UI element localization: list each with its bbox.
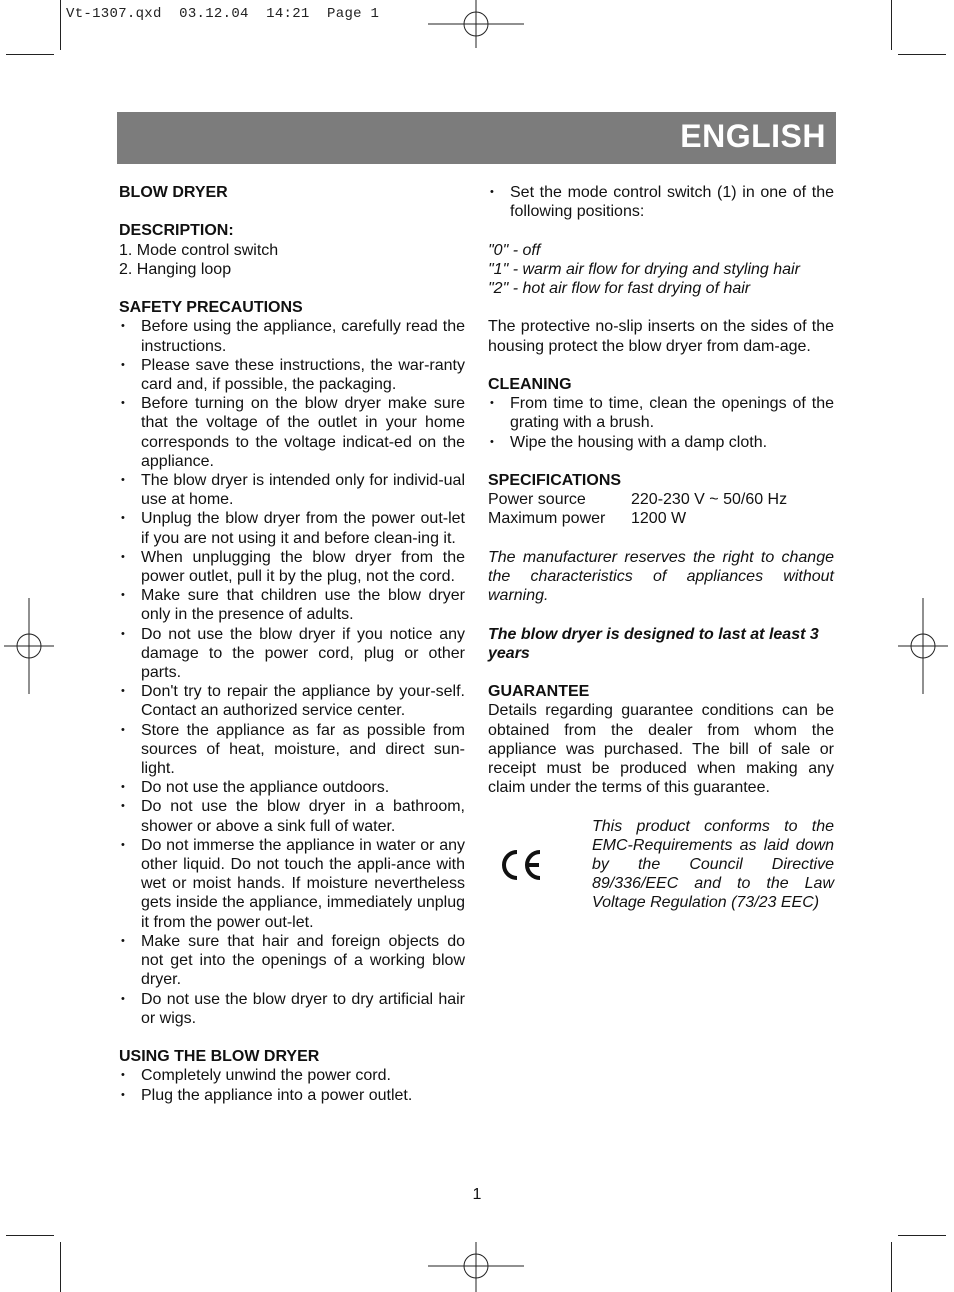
spec-row — [488, 509, 834, 528]
cleaning-list — [488, 394, 834, 452]
crop-mark — [6, 1235, 54, 1236]
list-item: • Make sure that hair and foreign objects do not get into the openings of a working blow dryer. — [119, 932, 465, 990]
banner-title: ENGLISH — [680, 118, 826, 154]
list-item: • Completely unwind the power cord. — [119, 1066, 465, 1085]
manufacturer-notice: The manufacturer reserves the right to change the characteristics of appliances without warning. — [488, 548, 834, 605]
cleaning-heading: CLEANING — [488, 375, 572, 393]
spec-label: Maximum power — [488, 510, 606, 528]
list-item: • Before turning on the blow dryer make sure that the voltage of the outlet in your home corresponds to the voltage indicat-ed on the appliance. — [119, 394, 465, 471]
spec-label: Power source — [488, 491, 586, 509]
list-item: • Please save these instructions, the war-ranty card and, if possible, the packaging. — [119, 356, 465, 394]
crop-mark — [60, 0, 61, 50]
file-slug: Vt-1307.qxd 03.12.04 14:21 Page 1 — [66, 6, 380, 22]
conformity-block — [488, 817, 834, 913]
description-item: 2. Hanging loop — [119, 260, 232, 278]
spec-value: 220-230 V ~ 50/60 Hz — [631, 491, 788, 509]
lifetime-notice: The blow dryer is designed to last at least 3 years — [488, 625, 819, 662]
list-item: • Do not immerse the appliance in water or any other liquid. Do not touch the appli-ance with wet or moist hands. If moisture nevertheless gets inside the appliance, immediately unplug it from the power out-let. — [119, 836, 465, 932]
registration-mark-icon — [4, 598, 54, 694]
mode-option: "0" - off — [488, 241, 541, 259]
registration-mark-icon — [428, 0, 524, 50]
conformity-text: This product conforms to the EMC-Requirements as laid down by the Council Directive 89/336/EEC and to the Law Voltage Regulation (73/23 EEC) — [592, 817, 834, 912]
list-item: • Set the mode control switch (1) in one of the following positions: — [488, 183, 834, 221]
guarantee-paragraph: Details regarding guarantee conditions can be obtained from the dealer from whom the appliance was purchased. The bill of sale or receipt must be produced when making any claim under the terms of this guarantee. — [488, 702, 834, 797]
crop-mark — [898, 1235, 946, 1236]
description-item: 1. Mode control switch — [119, 241, 279, 259]
registration-mark-icon — [898, 598, 948, 694]
using-heading: USING THE BLOW DRYER — [119, 1048, 320, 1066]
safety-list — [119, 317, 465, 1028]
specifications-heading: SPECIFICATIONS — [488, 471, 622, 489]
crop-mark — [6, 54, 54, 55]
mode-option: "1" - warm air flow for drying and styling hair — [488, 260, 800, 278]
crop-mark — [891, 0, 892, 50]
safety-heading: SAFETY PRECAUTIONS — [119, 299, 303, 317]
list-item: • Make sure that children use the blow dryer only in the presence of adults. — [119, 586, 465, 624]
language-banner — [117, 112, 836, 164]
mode-option: "2" - hot air flow for fast drying of hair — [488, 280, 751, 297]
spec-row — [488, 490, 834, 509]
document-title: BLOW DRYER — [119, 184, 228, 201]
list-item: • Before using the appliance, carefully read the instructions. — [119, 317, 465, 355]
crop-mark — [60, 1242, 61, 1292]
description-heading: DESCRIPTION: — [119, 222, 234, 240]
registration-mark-icon — [428, 1242, 524, 1292]
using-list-continued — [488, 183, 834, 221]
list-item: • Wipe the housing with a damp cloth. — [488, 433, 834, 452]
guarantee-heading: GUARANTEE — [488, 683, 590, 701]
list-item: • Don't try to repair the appliance by your-self. Contact an authorized service center. — [119, 682, 465, 720]
spec-value: 1200 W — [631, 510, 687, 528]
crop-mark — [898, 54, 946, 55]
left-column — [119, 183, 465, 1105]
crop-mark — [891, 1242, 892, 1292]
list-item: • Do not use the appliance outdoors. — [119, 778, 465, 797]
list-item: • The blow dryer is intended only for individ-ual use at home. — [119, 471, 465, 509]
ce-mark-icon — [498, 848, 544, 882]
list-item: • Do not use the blow dryer to dry artificial hair or wigs. — [119, 990, 465, 1028]
list-item: • Plug the appliance into a power outlet. — [119, 1086, 465, 1105]
list-item: • Do not use the blow dryer if you notice any damage to the power cord, plug or other parts. — [119, 625, 465, 683]
page-number: 1 — [472, 1186, 482, 1203]
list-item: • Unplug the blow dryer from the power out-let if you are not using it and before clean-ing it. — [119, 509, 465, 547]
list-item: • From time to time, clean the openings of the grating with a brush. — [488, 394, 834, 432]
list-item: • Store the appliance as far as possible from sources of heat, moisture, and direct sun-light. — [119, 721, 465, 779]
right-column — [488, 183, 834, 913]
list-item: • When unplugging the blow dryer from the power outlet, pull it by the plug, not the cord. — [119, 548, 465, 586]
list-item: • Do not use the blow dryer in a bathroom, shower or above a sink full of water. — [119, 797, 465, 835]
using-list — [119, 1066, 465, 1104]
inserts-paragraph: The protective no-slip inserts on the sides of the housing protect the blow dryer from dam-age. — [488, 318, 834, 355]
